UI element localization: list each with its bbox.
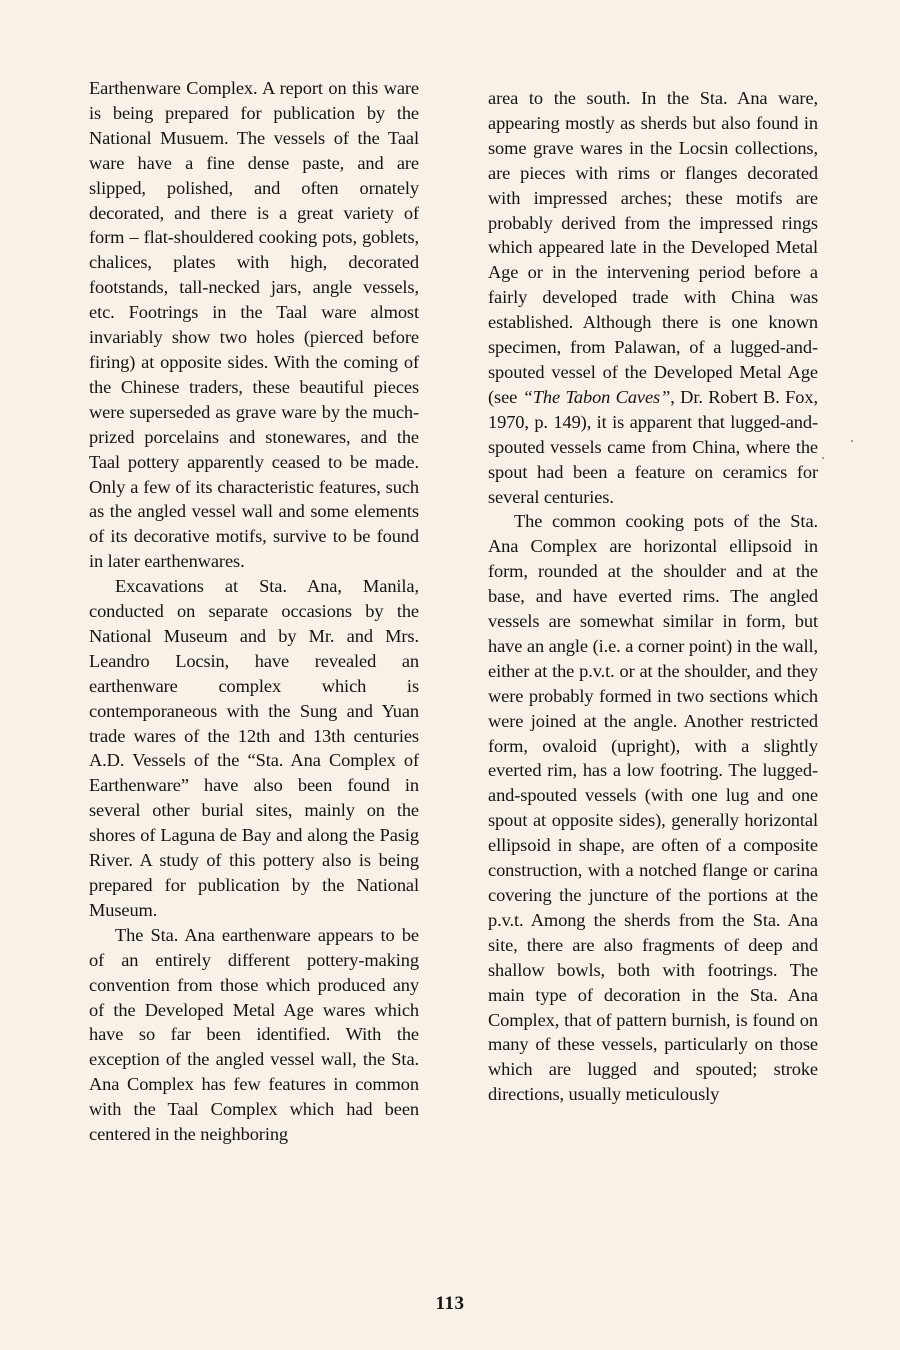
citation-title: “The Tabon Caves” [522, 386, 671, 407]
right-text-column [488, 86, 818, 1107]
paragraph-taal-ware: Earthenware Complex. A report on this ware is being prepared for publication by the National Musuem. The vessels of the Taal ware have a fine dense paste, and are slipped, polished, and often ornately decorated, and there is a great variety of form – flat-shouldered cooking pots, goblets, chalices, plates with high, decorated footstands, tall-necked jars, angle vessels, etc. Footrings in the Taal ware almost invariably show two holes (pierced before firing) at opposite sides. With the coming of the Chinese traders, these beautiful pieces were superseded as grave ware by the much-prized porcelains and stonewares, and the Taal pottery apparently ceased to be made. Only a few of its characteristic features, such as the angled vessel wall and some elements of its decorative motifs, survive to be found in later earthenwares. [89, 78, 419, 572]
paragraph-cooking-pots: The common cooking pots of the Sta. Ana Complex are horizontal ellipsoid in form, rounded at the shoulder and at the base, and have everted rims. The angled vessels are somewhat similar in form, but have an angle (i.e. a corner point) in the wall, either at the p.v.t. or at the shoulder, and they were probably formed in two sections which were joined at the angle. Another restricted form, ovaloid (upright), with a slightly everted rim, has a low footring. The lugged-and-spouted vessels (with one lug and one spout at opposite sides), generally horizontal ellipsoid in shape, are often of a composite construction, with a notched flange or carina covering the juncture of the portions at the p.v.t. Among the sherds from the Sta. Ana site, there are also fragments of deep and shallow bowls, both with footrings. The main type of decoration in the Sta. Ana Complex, that of pattern burnish, is found on many of these vessels, particularly on those which are lugged and spouted; stroke directions, usually meticulously [488, 511, 818, 1105]
left-text-column [89, 76, 419, 1147]
paragraph-text-end: , Dr. Robert B. Fox, 1970, p. 149), it is apparent that lugged-and-spouted vessels came from China, where the spout had been a feature on ceramics for several centuries. [488, 386, 818, 507]
page-number: 113 [435, 1293, 465, 1314]
paper-speck [822, 457, 824, 459]
paragraph-sta-ana-excavations: Excavations at Sta. Ana, Manila, conducted on separate occasions by the National Museum and by Mr. and Mrs. Leandro Locsin, have revealed an earthenware complex which is contemporaneous with the Sung and Yuan trade wares of the 12th and 13th centuries A.D. Vessels of the “Sta. Ana Complex of Earthenware” have also been found in several other burial sites, mainly on the shores of Laguna de Bay and along the Pasig River. A study of this pottery also is being prepared for publication by the National Museum. [89, 576, 419, 920]
paragraph-sta-ana-convention: The Sta. Ana earthenware appears to be of an entirely different pottery-making convention from those which produced any of the Developed Metal Age wares which have so far been identified. With the exception of the angled vessel wall, the Sta. Ana Complex has few features in common with the Taal Complex which had been centered in the neighboring [89, 924, 419, 1145]
paragraph-sta-ana-ware [488, 86, 818, 509]
paragraph-text-start: area to the south. In the Sta. Ana ware, appearing mostly as sherds but also found in some grave wares in the Locsin collections, are pieces with rims or flanges decorated with impressed arches; these motifs are probably derived from the impressed rings which appeared late in the Developed Metal Age or in the intervening period before a fairly developed trade with China was established. Although there is one known specimen, from Palawan, of a lugged-and-spouted vessel of the Developed Metal Age (see [488, 88, 818, 407]
paper-speck [851, 440, 853, 442]
